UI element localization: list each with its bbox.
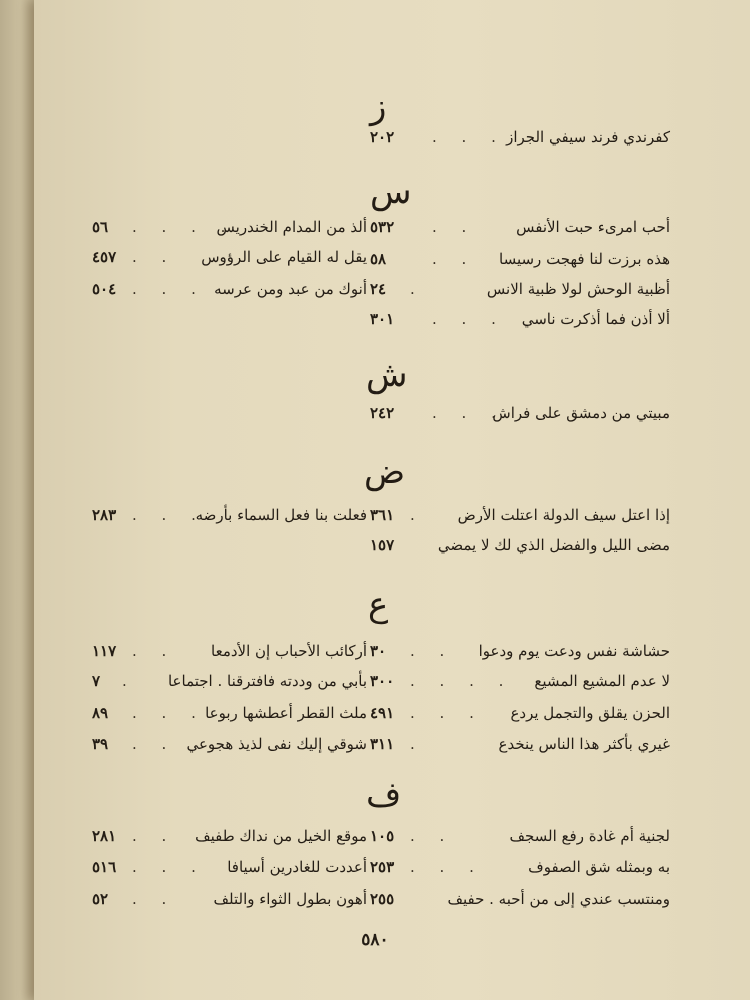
section-letter-sheen: ش — [366, 355, 408, 395]
index-entry — [370, 702, 670, 724]
page-ref: ٢٨١ — [92, 827, 117, 845]
verse-text: بأبي من وددته فافترقنا . اجتماعا — [167, 672, 367, 690]
index-entry — [92, 733, 367, 755]
page-ref: ٥١٦ — [92, 858, 117, 876]
index-entry — [370, 126, 670, 148]
leader-dots: . . — [432, 250, 477, 268]
section-letter-seen: س — [370, 172, 412, 212]
page-ref: ٣٠٠ — [370, 672, 395, 690]
verse-text: لا عدم المشيع المشيع — [534, 672, 670, 690]
page-ref: ٣٠١ — [370, 310, 395, 328]
leader-dots: . . — [132, 827, 177, 845]
index-entry — [92, 246, 367, 268]
leader-dots: . . . — [410, 704, 484, 722]
index-entry — [370, 825, 670, 847]
leader-dots: . . — [410, 827, 455, 845]
verse-text: غيري بأكثر هذا الناس ينخدع — [498, 735, 670, 753]
section-letter-zay: ز — [370, 87, 387, 127]
index-entry — [370, 504, 670, 526]
index-entry — [92, 504, 367, 526]
index-entry — [92, 856, 367, 878]
verse-text: أركائب الأحباب إن الأدمعا — [211, 642, 367, 660]
page-ref: ٢٠٢ — [370, 128, 395, 146]
index-entry — [370, 308, 670, 330]
verse-text: أظبية الوحش لولا ظبية الانس — [486, 280, 670, 298]
index-entry — [370, 402, 670, 424]
verse-text: به وبمثله شق الصفوف — [528, 858, 670, 876]
page-ref: ٣٦١ — [370, 506, 395, 524]
index-entry — [92, 670, 367, 692]
verse-text: شوقي إليك نفى لذيذ هجوعي — [186, 735, 367, 753]
page-ref: ١٠٥ — [370, 827, 395, 845]
index-entry — [370, 534, 670, 556]
page-number: ٥٨٠ — [361, 930, 389, 950]
leader-dots: . — [410, 506, 425, 524]
index-entry — [92, 888, 367, 910]
index-entry — [370, 640, 670, 662]
page-ref: ٥٠٤ — [92, 280, 117, 298]
leader-dots: . . . . — [132, 218, 236, 236]
verse-text: لجنية أم غادة رفع السجف — [509, 827, 670, 845]
index-entry — [92, 702, 367, 724]
leader-dots: . . . — [132, 704, 206, 722]
page-ref: ٥٣٢ — [370, 218, 395, 236]
leader-dots: . . — [132, 642, 177, 660]
page-ref: ٤٥٧ — [92, 248, 117, 266]
leader-dots: . . — [410, 642, 455, 660]
section-letter-ain: ع — [368, 585, 389, 625]
section-letter-dad: ض — [364, 452, 406, 492]
verse-text: ألا أذن فما أذكرت ناسي — [521, 310, 670, 328]
page-ref: ٢٥٥ — [370, 890, 395, 908]
verse-text: يقل له القيام على الرؤوس — [201, 248, 367, 266]
book-gutter — [0, 0, 34, 1000]
verse-text: مضى الليل والفضل الذي لك لا يمضي — [437, 536, 670, 554]
verse-text: إذا اعتل سيف الدولة اعتلت الأرض — [457, 506, 670, 524]
page-ref: ٥٦ — [92, 218, 109, 236]
leader-dots: . . . . — [410, 672, 514, 690]
leader-dots: . . . — [132, 280, 206, 298]
verse-text: ملث القطر أعطشها ربوعا — [205, 704, 367, 722]
verse-text: ألذ من المدام الخندريس — [216, 218, 367, 236]
leader-dots: . — [122, 672, 137, 690]
verse-text: كفرندي فرند سيفي الجراز — [506, 128, 670, 146]
verse-text: أهون بطول الثواء والتلف — [213, 890, 367, 908]
section-letter-fa: ف — [366, 775, 402, 815]
verse-text: هذه برزت لنا فهجت رسيسا — [499, 250, 670, 268]
page-ref: ٣٠ — [370, 642, 387, 660]
leader-dots: . — [410, 735, 425, 753]
page-ref: ٨٩ — [92, 704, 109, 722]
verse-text: ومنتسب عندي إلى من أحبه . حفيف — [447, 890, 670, 908]
index-entry — [370, 216, 670, 238]
leader-dots: . . — [132, 735, 177, 753]
page-ref: ٢٥٣ — [370, 858, 395, 876]
index-page — [34, 0, 750, 1000]
verse-text: فعلت بنا فعل السماء بأرضه — [195, 506, 367, 524]
verse-text: أعددت للغادرين أسيافا — [227, 858, 367, 876]
verse-text: حشاشة نفس ودعت يوم ودعوا — [478, 642, 670, 660]
leader-dots: . — [410, 280, 425, 298]
leader-dots: . . . — [410, 858, 484, 876]
leader-dots: . . . — [432, 404, 506, 422]
index-entry — [92, 216, 367, 238]
verse-text: الحزن يقلق والتجمل يردع — [510, 704, 670, 722]
page-ref: ٥٢ — [92, 890, 109, 908]
leader-dots: . . — [432, 218, 477, 236]
index-entry — [370, 670, 670, 692]
verse-text: أحب امرىء حبت الأنفس — [516, 218, 670, 236]
page-ref: ١٥٧ — [370, 536, 395, 554]
page-ref: ١١٧ — [92, 642, 117, 660]
index-entry — [370, 856, 670, 878]
page-ref: ٣١١ — [370, 735, 395, 753]
verse-text: موقع الخيل من نداك طفيف — [195, 827, 367, 845]
page-ref: ٧ — [92, 672, 101, 690]
index-entry — [370, 248, 670, 270]
leader-dots: . . — [132, 890, 177, 908]
page-ref: ٢٤ — [370, 280, 387, 298]
verse-text: أنوك من عبد ومن عرسه — [214, 280, 367, 298]
page-ref: ٣٩ — [92, 735, 109, 753]
index-entry — [370, 888, 670, 910]
verse-text: مبيتي من دمشق على فراش — [492, 404, 670, 422]
leader-dots: . . . — [432, 128, 506, 146]
index-entry — [92, 640, 367, 662]
page-ref: ٥٨ — [370, 250, 387, 268]
page-ref: ٢٤٢ — [370, 404, 395, 422]
leader-dots: . . . — [432, 310, 506, 328]
page-ref: ٤٩١ — [370, 704, 395, 722]
index-entry — [92, 278, 367, 300]
page-ref: ٢٨٣ — [92, 506, 117, 524]
leader-dots: . . — [132, 248, 177, 266]
index-entry — [370, 278, 670, 300]
index-entry — [92, 825, 367, 847]
leader-dots: . . . — [132, 506, 206, 524]
index-entry — [370, 733, 670, 755]
leader-dots: . . . — [132, 858, 206, 876]
